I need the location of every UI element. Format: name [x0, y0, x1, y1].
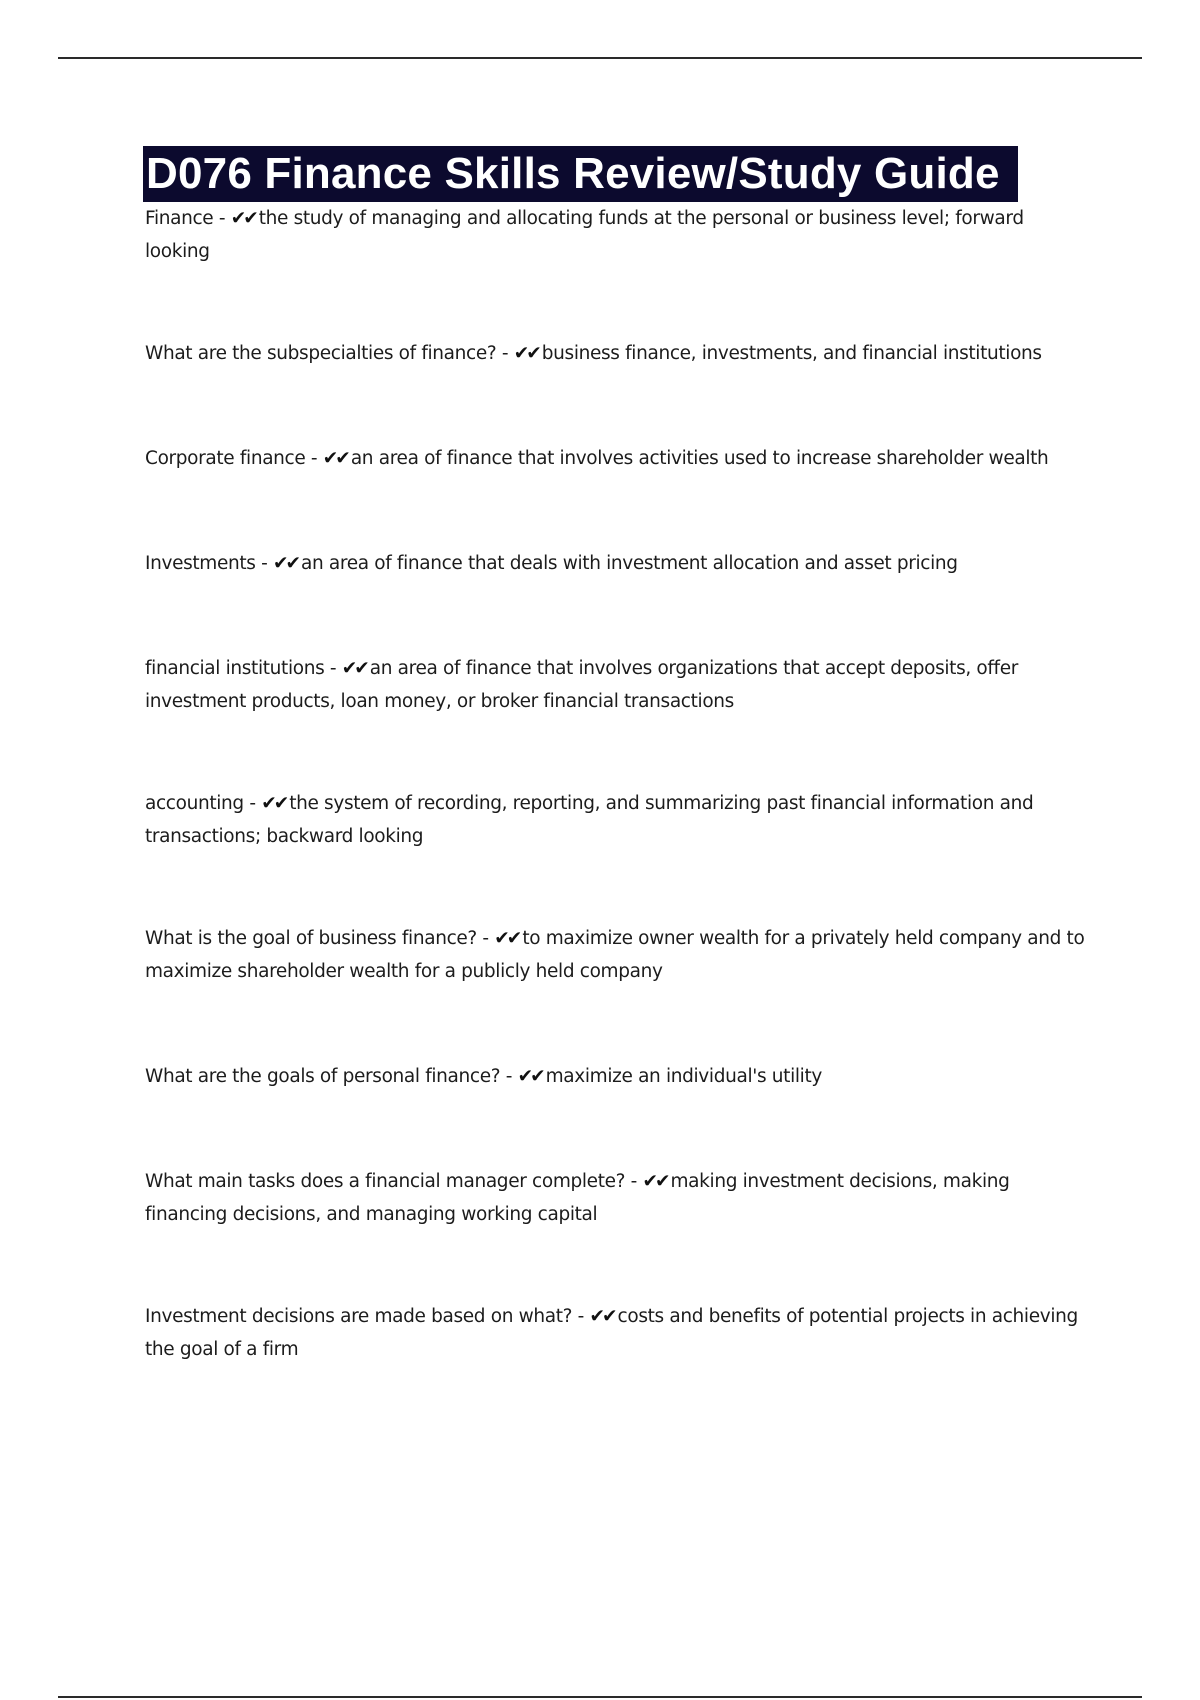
card-separator: -: [625, 1171, 643, 1192]
card-separator: -: [572, 1306, 590, 1327]
card-separator: -: [324, 658, 342, 679]
card-separator: -: [243, 793, 262, 814]
card-term: Finance: [145, 208, 214, 229]
card-term: Corporate finance: [145, 448, 306, 469]
double-check-icon: ✔✔: [230, 208, 256, 229]
double-check-icon: ✔✔: [494, 928, 520, 949]
document-body: [145, 146, 1090, 1366]
card-term: What main tasks does a financial manager complete?: [145, 1171, 626, 1192]
card-term: What are the subspecialties of finance?: [145, 343, 497, 364]
double-check-icon: ✔✔: [517, 1066, 543, 1087]
page-bottom-rule: [58, 1696, 1142, 1698]
flashcard-item: [145, 652, 1090, 718]
double-check-icon: ✔✔: [642, 1171, 668, 1192]
card-separator: -: [255, 553, 273, 574]
card-separator: -: [500, 1066, 518, 1087]
card-term: Investment decisions are made based on what?: [145, 1306, 573, 1327]
card-definition: an area of finance that involves organizations that accept deposits, offer investment products, loan money, or broker financial transactions: [145, 658, 1019, 712]
flashcard-item: [145, 787, 1090, 853]
card-definition: an area of finance that deals with investment allocation and asset pricing: [300, 553, 958, 574]
card-definition: the system of recording, reporting, and summarizing past financial information and transactions; backward looking: [145, 793, 1034, 847]
card-term: financial institutions: [145, 658, 325, 679]
flashcard-item: [145, 1060, 1090, 1093]
flashcard-item: [145, 202, 1090, 268]
page-top-rule: [58, 57, 1142, 59]
card-definition: an area of finance that involves activities used to increase shareholder wealth: [350, 448, 1049, 469]
flashcard-list: [145, 202, 1090, 1366]
flashcard-item: [145, 1165, 1090, 1231]
double-check-icon: ✔✔: [272, 553, 298, 574]
document-title: D076 Finance Skills Review/Study Guide: [143, 146, 1018, 202]
card-definition: maximize an individual's utility: [545, 1066, 822, 1087]
card-definition: the study of managing and allocating funds at the personal or business level; forward looking: [145, 208, 1024, 262]
card-term: What is the goal of business finance?: [145, 928, 477, 949]
double-check-icon: ✔✔: [589, 1306, 615, 1327]
double-check-icon: ✔✔: [513, 343, 539, 364]
double-check-icon: ✔✔: [322, 448, 348, 469]
flashcard-item: [145, 547, 1090, 580]
card-term: Investments: [145, 553, 256, 574]
card-definition: costs and benefits of potential projects in achieving the goal of a firm: [145, 1306, 1078, 1360]
flashcard-item: [145, 337, 1090, 370]
card-separator: -: [496, 343, 514, 364]
double-check-icon: ✔✔: [341, 658, 367, 679]
flashcard-item: [145, 1300, 1090, 1366]
card-separator: -: [305, 448, 323, 469]
card-definition: making investment decisions, making financing decisions, and managing working capital: [145, 1171, 1010, 1225]
flashcard-item: [145, 442, 1090, 475]
double-check-icon: ✔✔: [261, 793, 287, 814]
card-term: What are the goals of personal finance?: [145, 1066, 501, 1087]
card-definition: business finance, investments, and financial institutions: [541, 343, 1042, 364]
card-definition: to maximize owner wealth for a privately held company and to maximize shareholder wealth for a publicly held company: [145, 928, 1085, 982]
card-term: accounting: [145, 793, 244, 814]
flashcard-item: [145, 922, 1090, 988]
card-separator: -: [213, 208, 231, 229]
card-separator: -: [476, 928, 495, 949]
